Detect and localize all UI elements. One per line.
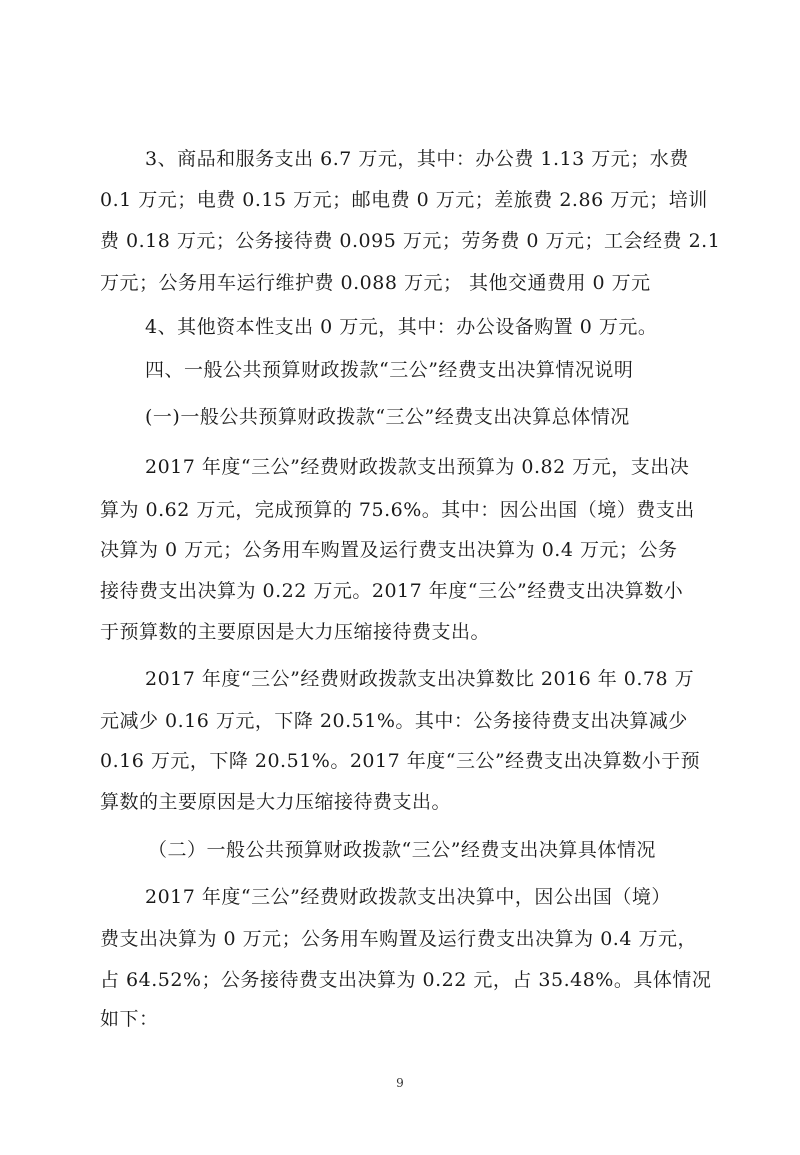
paragraph-line: 4、其他资本性支出 0 万元，其中：办公设备购置 0 万元。	[145, 316, 658, 338]
paragraph-line: 算数的主要原因是大力压缩接待费支出。	[100, 791, 452, 813]
paragraph-line: 费 0.18 万元；公务接待费 0.095 万元；劳务费 0 万元；工会经费 2.1	[100, 230, 721, 252]
paragraph-line: 于预算数的主要原因是大力压缩接待费支出。	[100, 621, 491, 643]
paragraph-line: 0.16 万元，下降 20.51%。2017 年度“三公”经费支出决算数小于预	[100, 750, 701, 772]
paragraph-line: 算为 0.62 万元，完成预算的 75.6%。其中：因公出国（境）费支出	[100, 499, 695, 521]
paragraph-line: 0.1 万元；电费 0.15 万元；邮电费 0 万元；差旅费 2.86 万元；培训	[100, 189, 708, 211]
page-number: 9	[396, 1076, 404, 1090]
paragraph-line: 2017 年度“三公”经费财政拨款支出预算为 0.82 万元，支出决	[145, 456, 690, 478]
subsection-heading: （二）一般公共预算财政拨款“三公”经费支出决算具体情况	[148, 839, 656, 861]
paragraph-line: 接待费支出决算为 0.22 万元。2017 年度“三公”经费支出决算数小	[100, 580, 684, 602]
subsection-heading: (一)一般公共预算财政拨款“三公”经费支出决算总体情况	[145, 406, 630, 428]
section-heading: 四、一般公共预算财政拨款“三公”经费支出决算情况说明	[145, 359, 634, 381]
paragraph-line: 2017 年度“三公”经费财政拨款支出决算中，因公出国（境）	[145, 886, 671, 908]
paragraph-line: 费支出决算为 0 万元；公务用车购置及运行费支出决算为 0.4 万元，	[100, 928, 697, 950]
paragraph-line: 决算为 0 万元；公务用车购置及运行费支出决算为 0.4 万元；公务	[100, 539, 678, 561]
paragraph-line: 元减少 0.16 万元，下降 20.51%。其中：公务接待费支出决算减少	[100, 710, 688, 732]
paragraph-line: 占 64.52%；公务接待费支出决算为 0.22 元，占 35.48%。具体情况	[100, 969, 712, 991]
paragraph-line: 如下：	[100, 1008, 159, 1030]
paragraph-line: 万元；公务用车运行维护费 0.088 万元； 其他交通费用 0 万元	[100, 272, 651, 294]
paragraph-line: 2017 年度“三公”经费财政拨款支出决算数比 2016 年 0.78 万	[145, 668, 695, 690]
paragraph-line: 3、商品和服务支出 6.7 万元，其中：办公费 1.13 万元；水费	[145, 148, 689, 170]
